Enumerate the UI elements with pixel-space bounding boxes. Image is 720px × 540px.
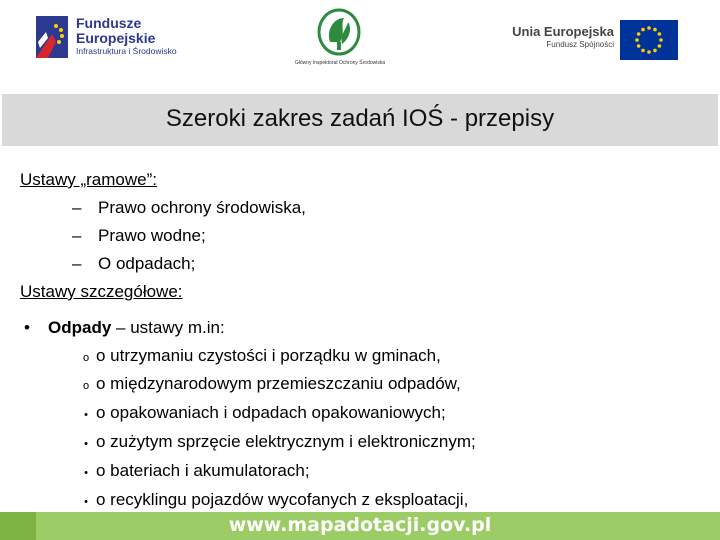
bullet-marker: • (24, 318, 30, 337)
page-title: Szeroki zakres zadań IOŚ - przepisy (165, 105, 555, 132)
fundusze-europejskie-flag-icon (34, 14, 70, 60)
sub-item-1: o utrzymaniu czystości i porządku w gminach, (96, 346, 441, 365)
sub-marker: o (82, 352, 90, 364)
list-item (72, 226, 206, 246)
bullet-odpady (24, 318, 225, 338)
eu-logo-line2: Fundusz Spójności (546, 40, 614, 50)
sub-item-3: o opakowaniach i odpadach opakowaniowych; (96, 403, 446, 422)
dash-marker: – (72, 254, 82, 273)
sub-marker: • (84, 467, 88, 479)
list-item (76, 346, 441, 366)
sub-marker: o (82, 380, 90, 392)
footer-url-link[interactable]: www.mapadotacji.gov.pl (228, 514, 492, 536)
list-item (76, 432, 476, 452)
bullet-odpady-bold: Odpady (48, 318, 112, 337)
list-item (72, 198, 306, 218)
sub-marker: • (84, 496, 88, 508)
sub-item-2: o międzynarodowym przemieszczaniu odpadów, (96, 374, 461, 393)
heading-ramowe: Ustawy „ramowe”: (20, 170, 157, 189)
sub-item-4: o zużytym sprzęcie elektrycznym i elektronicznym; (96, 432, 476, 451)
sub-marker: • (84, 438, 88, 450)
fe-logo-line3: Infrastruktura i Środowisko (76, 46, 177, 57)
fe-logo-line2: Europejskie (76, 29, 156, 46)
ramowe-item-1: Prawo ochrony środowiska, (98, 198, 306, 217)
eu-flag-icon (620, 20, 678, 60)
unia-europejska-logo (508, 24, 614, 50)
list-item (72, 254, 195, 274)
fundusze-europejskie-logo (76, 16, 177, 56)
eu-logo-line1: Unia Europejska (512, 24, 614, 39)
dash-marker: – (72, 226, 82, 245)
sub-item-6: o recyklingu pojazdów wycofanych z eksploatacji, (96, 490, 469, 509)
fe-logo-line1: Fundusze (76, 15, 142, 31)
ramowe-item-3: O odpadach; (98, 254, 196, 273)
ramowe-item-2: Prawo wodne; (98, 226, 206, 245)
bullet-odpady-rest: – ustawy m.in: (111, 318, 225, 337)
list-item (76, 374, 461, 394)
list-item (76, 461, 310, 481)
heading-szczegolowe: Ustawy szczegółowe: (20, 282, 183, 301)
sub-item-5: o bateriach i akumulatorach; (96, 461, 310, 480)
gios-caption: Główny Inspektorat Ochrony Środowiska (294, 60, 386, 66)
sub-marker: • (84, 409, 88, 421)
list-item (76, 403, 446, 423)
gios-emblem-icon (316, 8, 362, 58)
dash-marker: – (72, 198, 82, 217)
list-item (76, 490, 468, 510)
